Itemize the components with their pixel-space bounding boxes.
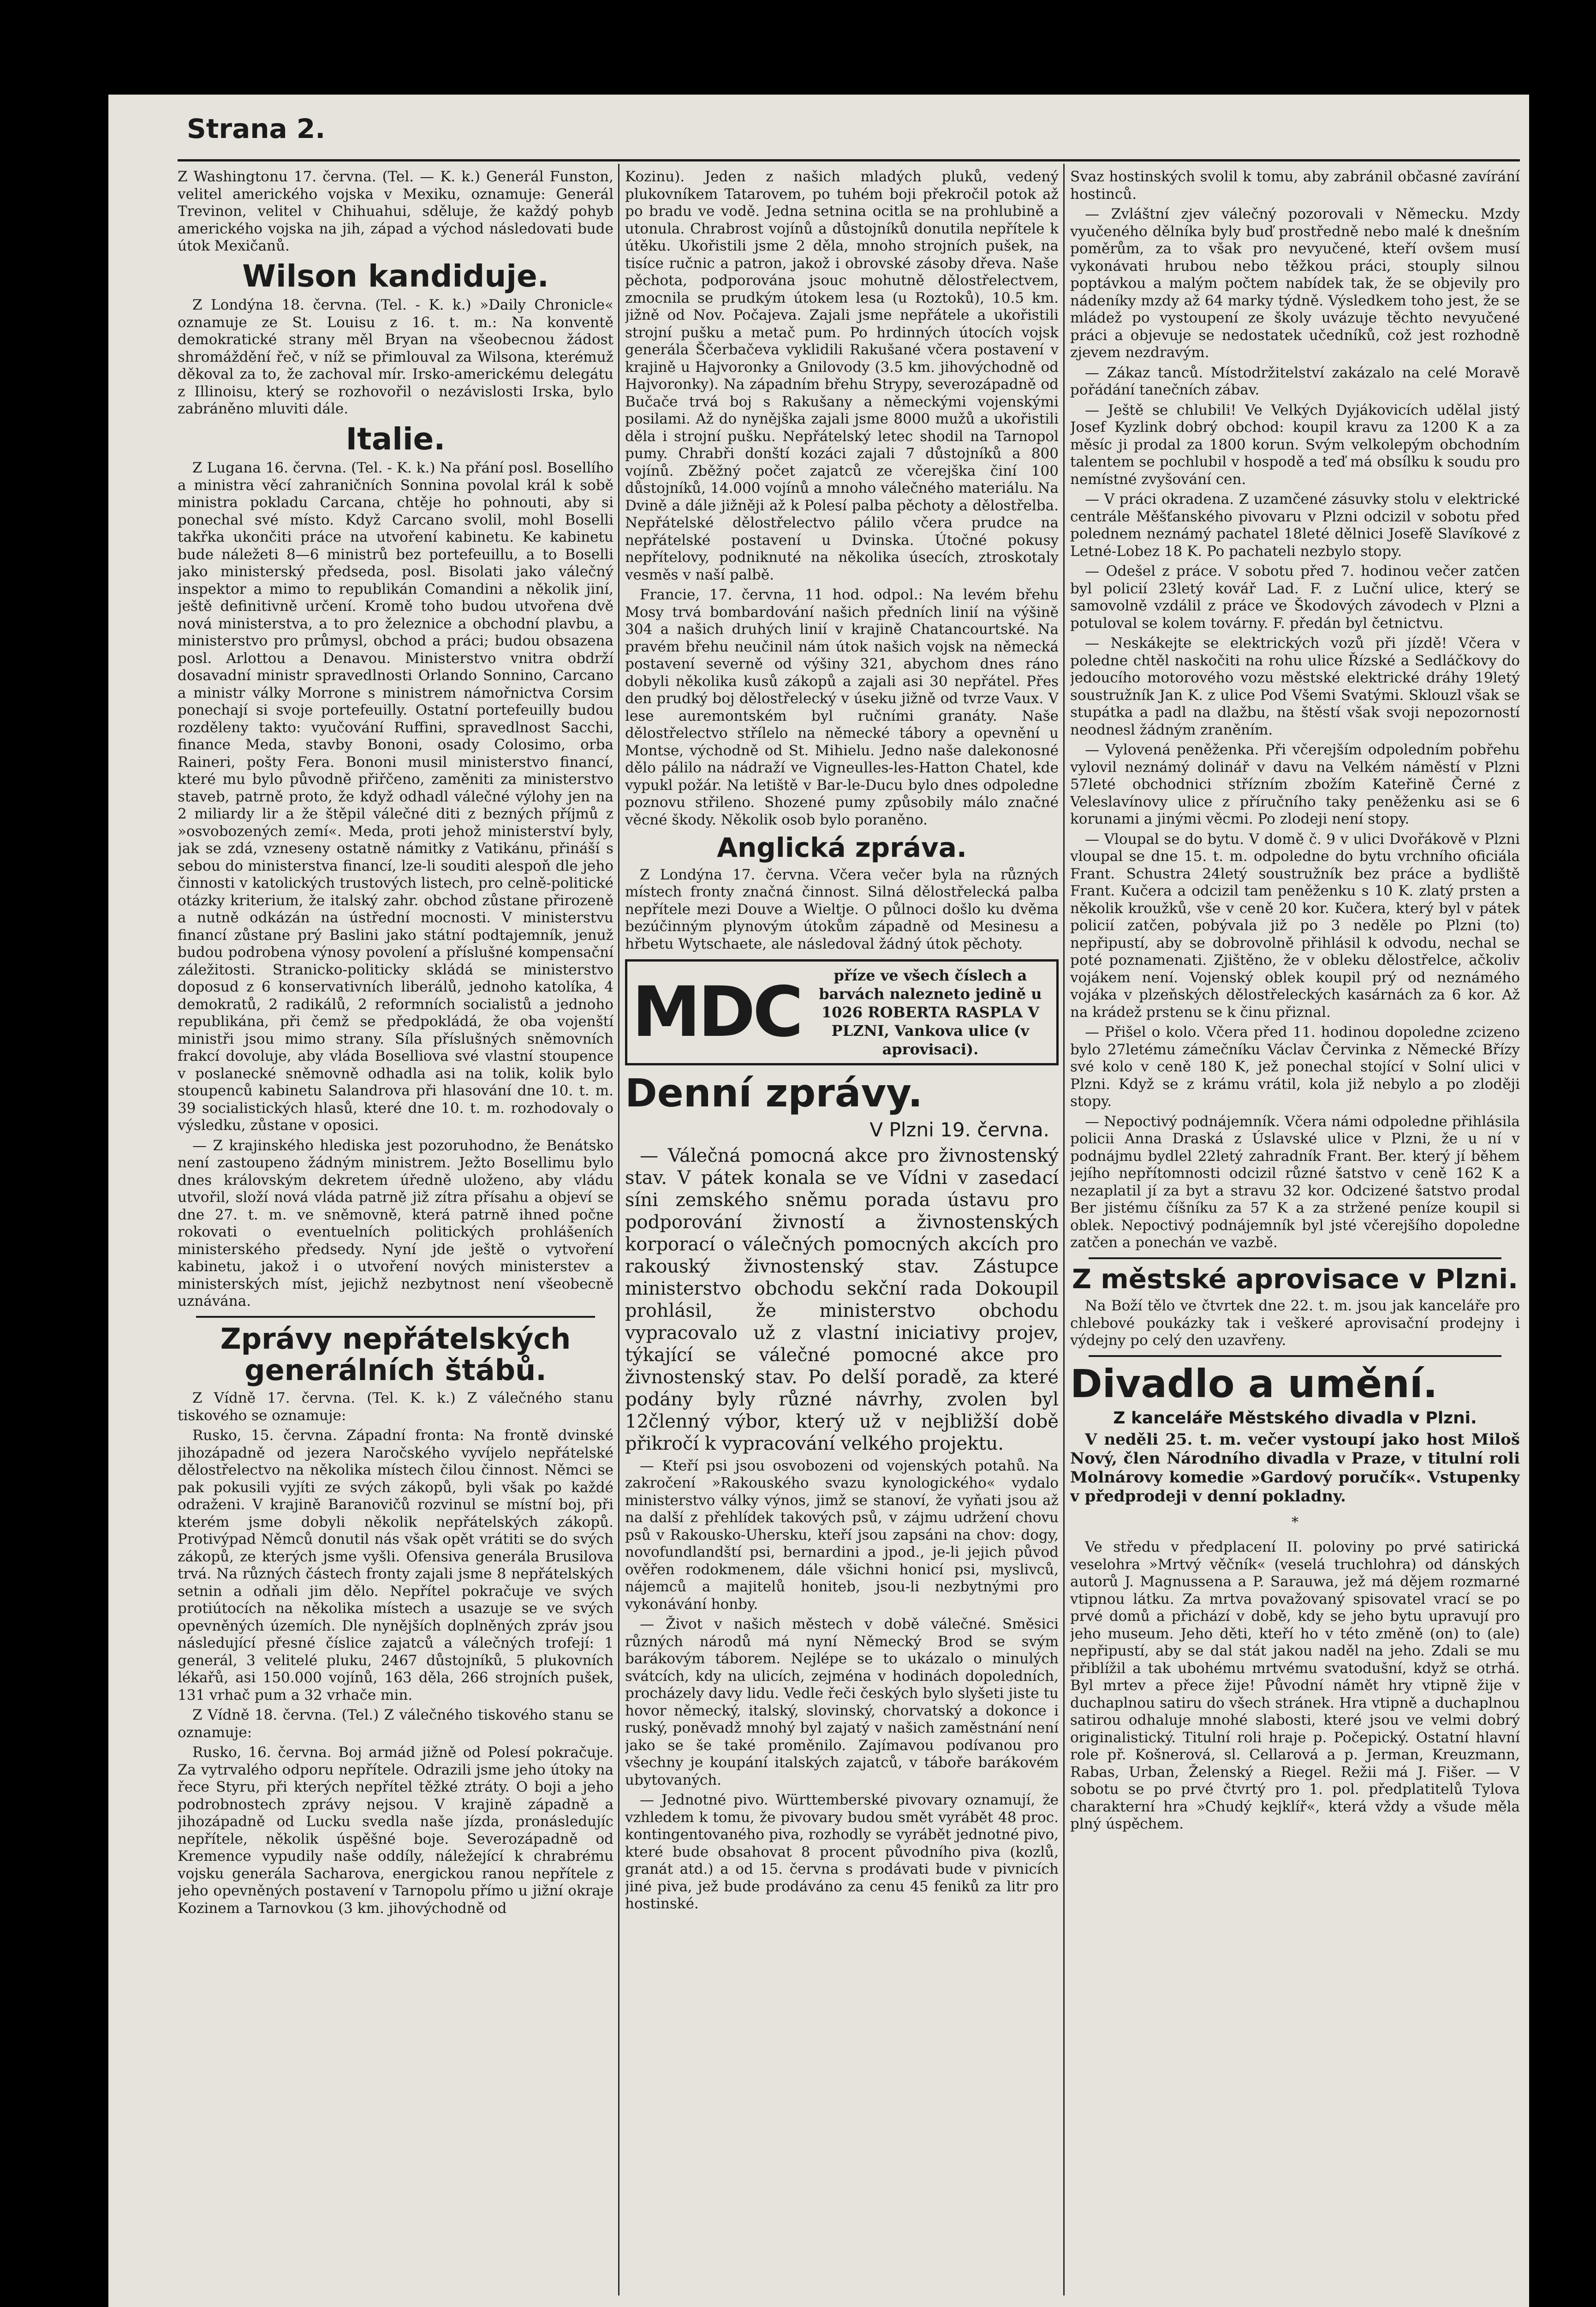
article-paragraph: — Kteří psi jsou osvobozeni od vojenských potahů. Na zakročení »Rakouského svazu kynologického« vydalo ministerstvo války výnos, jimž se stanoví, že vyňati jsou až na další z přehlídek takových psů, v zájmu udržení chovu psů v Rakousko-Uhersku, kteří jsou zapsáni na chov: dogy, novofundlandští psi, bernardini a jpod., je-li jejich původ ověřen rodokmenem, dále všichni honicí psi, myslivců, nájemců a majitelů honiteb, jsou-li nezbytnými pro vykonávání honby. bbox=[625, 1457, 1059, 1613]
article-paragraph: — Život v našich městech v době válečné. Směsici různých národů má nyní Německý Brod se svým barákovým táborem. Nejlépe se to ukázalo o minulých svátcích, kdy na ulicích, zejména v hodinách dopoledních, procházely davy lidu. Vedle řeči českých bylo slyšeti jiste tu hovor německý, italský, slovinský, chorvatský a dokonce i ruský, poněvadž mnohý byl zajatý v našich zaměstnání není jako se še také proměnilo. Zajímavou podívanou pro všechny je koupání italských zajatců, v táboře barákovém ubytovaných. bbox=[625, 1616, 1059, 1788]
column-2 bbox=[625, 168, 1059, 2307]
article-zpravy: Rusko, 15. června. Západní fronta: Na frontě dvinské jihozápadně od jezera Naročského vyvíjelo nepřátelské dělostřelectvo na několika místech čilou činnost. Němci se pak pokusili vyjíti ze svých zákopů, byli však po každé odraženi. V krajině Baranovičů rozvinul se místní boj, při kterém jsme dobyli několik nepřátelských zákopů. Protivýpad Němců donutil nás však opět vrátiti se do svých zákopů, ze kterých jsme vyšli. Ofensiva generála Brusilova trvá. Na různých částech fronty zajali jsme 8 nepřátelských setnin a odňali jim dělo. Nepřítel pokračuje ve svých protiútocích na několika místech a usazuje se ve svých opevněných územích. Dle nynějších doplněných zpráv jsou následující přesné číslice zajatců a válečných trofejí: 1 generál, 3 velitelé pluku, 2467 důstojníků, 5 plukovních lékařů, asi 150.000 vojínů, 163 děla, 266 strojních pušek, 131 vrhač pum a 32 vrhače min. bbox=[178, 1427, 613, 1703]
newspaper-page bbox=[108, 95, 1529, 2307]
article-zpravy: Z Vídně 18. června. (Tel.) Z válečného tiskového stanu se oznamuje: bbox=[178, 1707, 613, 1741]
column-1 bbox=[178, 168, 613, 2307]
article-paragraph: V neděli 25. t. m. večer vystoupí jako host Miloš Nový, člen Národního divadla v Praze, v titulní roli Molnárovy komedie »Gardový poručík«. Vstupenky v předprodeji v denní pokladny. bbox=[1070, 1430, 1520, 1506]
dateline: V Plzni 19. června. bbox=[869, 1118, 1049, 1141]
article-mestske: Na Boží tělo ve čtvrtek dne 22. t. m. jsou jak kanceláře pro chlebové poukázky tak i veškeré aprovisační prodejny i výdejny po celý den uzavřeny. bbox=[1070, 1297, 1520, 1349]
column-divider bbox=[618, 164, 619, 2295]
article-zpravy: Rusko, 16. června. Boj armád jižně od Polesí pokračuje. Za vytrvalého odporu nepřítele. Odrazili jsme jeho útoky na řece Styru, při kterých nepřítel těžké ztráty. O boji a jeho podrobnostech zprávy nejsou. V krajině západně a jihozápadně od Lucku svedla naše jízda, pronásledujíc nepřítele, několik úspěšné boje. Severozápadně od Kremence vypudily naše oddíly, náležející k chrabrému vojsku generála Sacharova, energickou ranou nepřítele z jeho opevněných postavení v Tarnopolu přímo u jižní okraje Kozinem a Tarnovkou (3 km. jihovýchodně od bbox=[178, 1744, 613, 1917]
article-paragraph: Svaz hostinských svolil k tomu, aby zabránil občasné zavírání hostinců. bbox=[1070, 168, 1520, 203]
advertisement bbox=[625, 959, 1059, 1065]
article-paragraph: — Odešel z práce. V sobotu před 7. hodinou večer zatčen byl policií 23letý kovář Lad. F. z Luční ulice, který se samovolně vzdálil z práce ve Škodových závodech v Plzni a potuloval se kolem továrny. F. předán byl četnictvu. bbox=[1070, 563, 1520, 632]
article-paragraph: — Přišel o kolo. Včera před 11. hodinou dopoledne zcizeno bylo 27letému zámečníku Václav Červinka z Německé Břízy své kolo v ceně 180 K, jež ponechal stojící v Solní ulici v Plzni. Když se z krámu vrátil, kola již nebylo a po zloději stopy. bbox=[1070, 1024, 1520, 1110]
headline-mestske: Z městské aprovisace v Plzni. bbox=[1072, 1263, 1519, 1295]
article-paragraph: — Jednotné pivo. Württemberské pivovary oznamují, že vzhledem k tomu, že pivovary budou smět vyrábět 48 proc. kontingentovaného piva, rozhodly se vyrábět jednotné pivo, které bude obsahovat 8 procent původního piva (kozlů, granát atd.) a od 15. června s prodávati bude v pivnicích jiné piva, jež bude prodáváno za cenu 45 feniků za litr pro hostinské. bbox=[625, 1792, 1059, 1913]
headline-denni: Denní zprávy. bbox=[625, 1070, 923, 1116]
article-wilson: Z Londýna 18. června. (Tel. - K. k.) »Daily Chronicle« oznamuje ze St. Louisu z 16. t. m.: Na konventě demokratické strany měl Bryan na všeobecnou žádost shromáždění řeč, v níž se přimlouval za Wilsona, kterémuž děkoval za to, že zachoval mír. Irsko-americkému delegátu z Illinoisu, který se rozhovořil o nezávislosti Irska, bylo zabráněno mluviti dále. bbox=[178, 297, 613, 418]
subheadline-divadlo: Z kanceláře Městského divadla v Plzni. bbox=[1113, 1409, 1477, 1428]
headline-wilson: Wilson kandiduje. bbox=[242, 258, 549, 294]
header-rule bbox=[178, 159, 1520, 161]
headline-divadlo: Divadlo a umění. bbox=[1070, 1361, 1438, 1406]
article-paragraph: — Zvláštní zjev válečný pozorovali v Německu. Mzdy vyučeného dělníka byly buď prostředně nebo malé k dnešním poměrům, za to však pro nevyučené, kteří ovšem musí vykonávati hrubou nebo těžkou práci, stouply silnou poptávkou a malým počtem nabídek tak, že se objevily pro nádeníky mzdy až 64 marky týdně. Výsledkem toho jest, že se mládež po vystoupení ze školy uvázuje těchto nevyučené práci a objevuje se nedostatek učedníků, což jest rozhodně zjevem nezdravým. bbox=[1070, 206, 1520, 361]
article-paragraph: — Nepoctivý podnájemník. Včera námi odpoledne přihlásila policii Anna Draská z Úslavské ulice v Plzni, že u ní v podnájmu bydlel 22letý zahradník Frant. Ber. který jí během jejího nepřítomnosti odcizil různé šatstvo v ceně 162 K a nezaplatil jí za byt a stravu 32 kor. Odcizené šatstvo prodal Ber jistému číšníku za 57 K a za stržené peníze koupil si oblek. Nepoctivý podnájemník byl jsté včerejšího dopoledne zatčen a ponechán ve vazbě. bbox=[1070, 1113, 1520, 1251]
article-divadlo: Ve středu v předplacení II. poloviny po prvé satirická veselohra »Mrtvý věčník« (veselá truchlohra) od dánských autorů J. Magnussena a P. Sarauwa, jež má dějem rozmarné vtipnou látku. Za mrtva považovaný spisovatel vrací se po prvé domů a přichází v době, kdy se jeho bytu upravují pro jeho museum. Jeho děti, kteří ho v této změně (on) to (ale) nepřipustí, aby se dal stát jakou naděl na jeho. Zdali se mu přiblížil a tak ubohému mrtvému svatodušní, když se otrhá. Byl mrtev a přece žije! Původní námět hry vtipně žije v duchaplnou satiru do všech stránek. Hra vtipně a duchaplnou satirou odhaluje mnohé slabosti, které jsou ve velmi dobrý originalistický. Titulní roli hraje p. Počepický. Ostatní hlavní role př. Košnerová, sl. Cellarová a p. Jerman, Kreuzmann, Rabas, Urban, Želenský a Riegel. Režii má J. Fišer. — V sobotu se po prvé čtvrtý pro 1. pol. předplatitelů Tylova charakterní hra »Chudý kejklíř«, která vždy a všude měla plný úspěchem. bbox=[1070, 1539, 1520, 1833]
article-anglicka: Z Londýna 17. června. Včera večer byla na různých místech fronty značná činnost. Silná dělostřelecká palba nepřítele mezi Douve a Wieltje. O půlnoci došlo ku dvěma bezúčinným plynovým útokům západně od Mesinesu a hřbetu Wytschaete, ale následoval žádný útok pěchoty. bbox=[625, 866, 1059, 952]
article-paragraph: — Vloupal se do bytu. V domě č. 9 v ulici Dvořákově v Plzni vloupal se dne 15. t. m. odpoledne do bytu vrchního oficiála Frant. Schustra 24letý soustružník bez práce a bydliště Frant. Kučera a odcizil tam peněženku s 10 K. zlatý prsten a několik kroužků, vše v ceně 20 kor. Kučera, který byl v pátek policií zatčen, pobývala již po 3 neděle po Plzni (to) nepřipustí, aby se dobrovolně přihlásil k odvodu, nechal se poté poznamenati. Zjištěno, že v obleku dělostřelce, ačkoliv vojákem není. Vojenský oblek koupil prý od neznámého vojáka v plzeňských dělostřeleckých kasárnách za 6 kor. Až na krádež prstenu se k činu přiznal. bbox=[1070, 831, 1520, 1021]
article-paragraph: — Neskákejte se elektrických vozů při jízdě! Včera v poledne chtěl naskočiti na rohu ulice Řízské a Sedláčkovy do jedoucího motorového vozu městské elektrické dráhy 19letý soustružník Jan K. z ulice Pod Všemi Svatými. Sklouzl však se stupátka a padl na dlažbu, na štěstí však svoji nepozorností neodnesl žádným zraněním. bbox=[1070, 635, 1520, 738]
article-paragraph: — Vylovená peněženka. Při včerejším odpoledním pobřehu vylovil neznámý dolinář v davu na Velkém náměstí v Plzni 57leté obchodnici střízním zbožím Kateřině Černé z Veleslavínovy ulice z příručního taky peněženku asi se 6 korunami a jinými věcmi. Po zlodeji není stopy. bbox=[1070, 741, 1520, 827]
column-3 bbox=[1070, 168, 1520, 2307]
article-denni-lead bbox=[625, 1145, 1059, 1455]
article-paragraph: — Válečná pomocná akce pro živnostenský stav. V pátek konala se ve Vídni v zasedací síni zemského sněmu porada ústavu pro podporování živností a živnostenských korporací o válečných pomocných akcích pro rakouský živnostenský stav. Zástupce ministerstvo obchodu sekční rada Dokoupil prohlásil, že ministerstvo obchodu vypracovalo už z vlastní iniciativy projev, týkající se válečné pomocné akce pro živnostenský stav. Po delší poradě, za které podány byly různé návrhy, zvolen byl 12členný výbor, který už v nejbližší době přikročí k vypracování velkého projektu. bbox=[625, 1145, 1059, 1454]
page-number: Strana 2. bbox=[187, 113, 326, 144]
column-divider bbox=[1063, 164, 1065, 2295]
section-rule bbox=[1089, 1355, 1501, 1357]
section-rule bbox=[196, 1316, 595, 1318]
ad-text: příze ve všech číslech a barvách nalezneto jedině u 1026 ROBERTA RASPLA V PLZNI, Vankova ulice (v aprovisaci). bbox=[819, 967, 1042, 1058]
article-paragraph: — Ještě se chlubili! Ve Velkých Dyjákovicích udělal jistý Josef Kyzlink dobrý obchod: koupil kravu za 1200 K a za měsíc ji prodal za 1800 korun. Svým velkolepým obchodním talentem se pochlubil v hospodě a teď má obsílku k soudu pro nemístné zvyšování cen. bbox=[1070, 401, 1520, 488]
divadlo-intro bbox=[1070, 1430, 1520, 1506]
article-francie: Francie, 17. června, 11 hod. odpol.: Na levém břehu Mosy trvá bombardování našich předních linií na výšině 304 a našich druhých linií v krajině Chatancourtské. Na pravém břehu neučinil nám útok našich vojsk na německá postavení severně od výšiny 321, abychom dnes ráno dobyli několika kusů zákopů a zajali asi 30 nepřátel. Přes den prudký boj dělostřelecký v úseku jižně od tvrze Vaux. V lese auremontském byl ručními granáty. Naše dělostřelectvo střílelo na německé tábory a opevnění u Montse, východně od St. Mihielu. Jedno naše dalekonosné dělo pálilo na nádraží ve Vigneulles-les-Hatton Chatel, kde vypukl požár. Na letiště v Bar-le-Ducu bylo dnes odpoledne poznovu střileno. Shozené pumy způsobily málo značné věcné škody. Několik osob bylo poraněno. bbox=[625, 586, 1059, 828]
article-italie: — Z krajinského hlediska jest pozoruhodno, že Benátsko není zastoupeno žádným ministrem. Ježto Bosellimu bylo dnes královským dekretem úředně uloženo, aby vládu utvořil, složí nová vláda patrně již zítra přísahu a objeví se dne 27. t. m. ve sněmovně, která patrně ihned počne rokovati o eventuelních politických prohlášeních ministerského předsedy. Nyní jde ještě o vytvoření kabinetu, jakož i o utvoření nových ministerstev a ministerských míst, jejichž nezbytnost není všeobecně uznávána. bbox=[178, 1137, 613, 1310]
ad-logo: MDC bbox=[632, 972, 801, 1053]
article-paragraph: — V práci okradena. Z uzamčené zásuvky stolu v elektrické centrále Měšťanského pivovaru v Plzni odcizil v sobotu před polednem neznámý pachatel 18leté dělnici Josefě Slavíkové z Letné-Lobez 18 K. Po pachateli nezbylo stopy. bbox=[1070, 491, 1520, 560]
article-washington: Z Washingtonu 17. června. (Tel. — K. k.) Generál Funston, velitel amerického vojska v Mexiku, oznamuje: Generál Trevinon, velitel v Chihuahui, sděluje, že každý pohyb amerického vojska na jih, západ a východ následovati bude útok Mexičanů. bbox=[178, 168, 613, 254]
article-italie: Z Lugana 16. června. (Tel. - K. k.) Na přání posl. Bosellího a ministra věcí zahraničních Sonnina povolal král k sobě ministra pokladu Carcana, chtěje ho pohnouti, aby si ponechal své místo. Když Carcano svolil, mohl Boselli takřka ukončiti práce na utvoření kabinetu. Ke kabinetu bude náležeti 8—6 ministrů bez portefeuillu, a to Boselli jako ministerský předseda, posl. Bisolati jako válečný inspektor a mimo to republikán Comandini a několik jiní, ještě definitivně určení. Kromě toho budou utvořena dvě nová ministerstva, a to pro železnice a obchodní plavbu, a ministerstvo pro průmysl, obchod a práci; budou obsazena posl. Arlottou a Denavou. Ministerstvo vnitra obdrží dosavadní ministr spravedlnosti Orlando Sonnino, Carcano a ministr války Morrone s ministrem námořnictva Corsim ponechají si svoje portefeuilly. Ostatní portefeuilly budou rozděleny takto: vyučování Ruffini, spravedlnost Sacchi, finance Meda, stavby Bononi, osady Colosimo, orba Raineri, pošty Fera. Bononi musil ministerstvo financí, které mu bylo původně přiřčeno, zaměniti za ministerstvo staveb, patrně proto, že když odhadl válečné výlohy jen na 2 miliardy lir a že štěpil válečné diti z bezných příjmů z »osvobozených zemí«. Meda, proti jehož ministerství byly, jak se zdá, vzneseny ostatně námitky z Vatikánu, přináší s sebou do ministerstva financí, lze-li souditi alespoň dle jeho činnosti v katolických trustových listech, pro celně-politické otázky kriterium, že italský zahr. obchod zůstane přirozeně a nutně odkázán na ústřední mocnosti. V ministerstvu financí zůstane prý Baslini jako státní podtajemník, jenuž budou podrobena výnosy povolení a příslušné kompensační záležitosti. Stranicko-politicky skládá se ministerstvo doposud z 6 konservativních liberálů, jednoho katolíka, 4 demokratů, 2 radikálů, 2 reformních socialistů a jednoho republikána, při čemž se předpokládá, že oba vojenští ministři jsou mimo strany. Síla příslušných sněmovních frakcí dovoluje, aby vláda Boselliova své vlastní stoupence v poslanecké sněmovně odhadla asi na tolik, kolik bylo stoupenců kabinetu Salandrova při hlasování dne 10. t. m. 39 socialistických hlasů, které dne 10. t. m. rozhodovaly o výsledku, zůstane v oposici. bbox=[178, 460, 613, 1134]
headline-anglicka: Anglická zpráva. bbox=[717, 832, 967, 863]
section-rule bbox=[1089, 1257, 1501, 1259]
headline-zpravy: Zprávy nepřátelských generálních štábů. bbox=[220, 1321, 571, 1387]
ornament: * bbox=[1292, 1514, 1298, 1531]
article-paragraph: — Zákaz tanců. Místodržitelství zakázalo na celé Moravě pořádání tanečních zábav. bbox=[1070, 364, 1520, 398]
headline-italie: Italie. bbox=[345, 421, 446, 457]
article-zpravy-cont: Kozinu). Jeden z našich mladých pluků, vedený plukovníkem Tatarovem, po tuhém boji překročil potok až po bradu ve vodě. Jedna setnina ocitla se na prohlubině a utonula. Chrabrost vojínů a důstojníků donutila nepřítele k útěku. Ukořistili jsme 2 děla, mnoho strojních pušek, na tisíce ručnic a patron, jakož i obrovské zásoby dřeva. Naše pěchota, podporována jsouc mohutně dělostřelectvem, zmocnila se prudkým útokem lesa (u Roztoků), 10.5 km. jižně od Nov. Počajeva. Zajali jsme nepřátele a ukořistili strojní pušku a metač pum. Po hrdinných útocích vojsk generála Ščerbačeva vyklidili Rakušané včera postavení v krajině u Hajvoronky a Gnilovody (3.5 km. jihovýchodně od Hajvoronky). Na západním břehu Strypy, severozápadně od Bučače trvá boj s Rakušany a německými vojenskými posilami. Až do nynějška zajali jsme 8000 mužů a ukořistili děla i strojní pušku. Nepřátelský letec shodil na Tarnopol pumy. Chrabři donští kozáci zajali 7 důstojníků a 800 vojínů. Zběžný počet zajatců ze včerejška činí 100 důstojníků, 14.000 vojínů a mnoho válečného materiálu. Na Dvině a dále jižněji až k Polesí palba pěchoty a dělostřelba. Nepřátelské dělostřelectvo pálilo včera prudce na nepřátelské postavení u Dvinska. Útočné pokusy nepřítelovy, podniknuté na několika úsecích, ztroskotaly vesměs v naší palbě. bbox=[625, 168, 1059, 583]
article-zpravy: Z Vídně 17. června. (Tel. K. k.) Z válečného stanu tiskového se oznamuje: bbox=[178, 1390, 613, 1424]
